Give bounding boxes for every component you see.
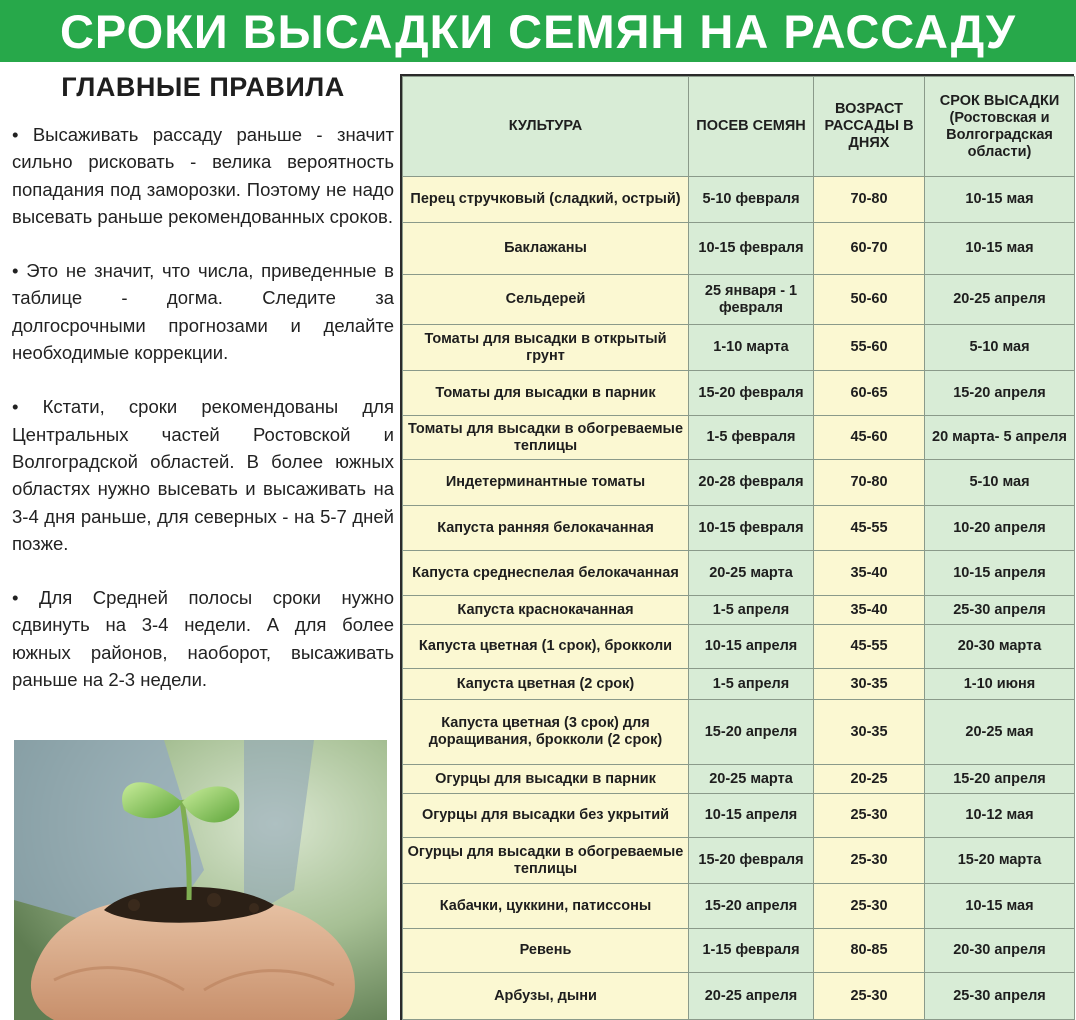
table-row <box>403 929 1075 973</box>
table-row <box>403 838 1075 884</box>
table-row <box>403 596 1075 625</box>
crop-cell: Арбузы, дыни <box>403 973 689 1020</box>
planting-date-cell: 10-15 мая <box>925 223 1075 275</box>
sowing-cell: 1-5 февраля <box>689 416 814 460</box>
seedling-age-cell: 30-35 <box>814 700 925 765</box>
planting-date-cell: 20 марта- 5 апреля <box>925 416 1075 460</box>
seedling-age-cell: 60-65 <box>814 371 925 416</box>
sowing-cell: 10-15 февраля <box>689 506 814 551</box>
header-seedling-age: ВОЗРАСТ РАССАДЫ В ДНЯХ <box>814 77 925 177</box>
planting-date-cell: 20-30 марта <box>925 625 1075 669</box>
table-row <box>403 973 1075 1020</box>
planting-date-cell: 15-20 апреля <box>925 765 1075 794</box>
table-row <box>403 416 1075 460</box>
crop-cell: Перец стручковый (сладкий, острый) <box>403 177 689 223</box>
sowing-cell: 15-20 апреля <box>689 700 814 765</box>
rules-list <box>12 121 394 693</box>
seedling-photo-illustration <box>14 740 387 1020</box>
planting-date-cell: 10-15 апреля <box>925 551 1075 596</box>
crop-cell: Огурцы для высадки в обогреваемые теплицы <box>403 838 689 884</box>
seedling-age-cell: 50-60 <box>814 275 925 325</box>
table-header-row <box>403 77 1075 177</box>
seedling-age-cell: 70-80 <box>814 177 925 223</box>
crop-cell: Индетерминантные томаты <box>403 460 689 506</box>
crop-cell: Баклажаны <box>403 223 689 275</box>
planting-date-cell: 10-15 мая <box>925 177 1075 223</box>
table-row <box>403 551 1075 596</box>
planting-date-cell: 20-25 мая <box>925 700 1075 765</box>
sowing-cell: 15-20 февраля <box>689 371 814 416</box>
planting-date-cell: 10-20 апреля <box>925 506 1075 551</box>
crop-cell: Томаты для высадки в обогреваемые теплицы <box>403 416 689 460</box>
rule-paragraph: • Высаживать рассаду раньше - значит сильно рисковать - велика вероятность попадания под заморозки. Поэтому не надо высевать раньше рекомендованных сроков. <box>12 124 394 227</box>
seedling-age-cell: 25-30 <box>814 794 925 838</box>
table-body <box>403 177 1075 1020</box>
planting-date-cell: 10-15 мая <box>925 884 1075 929</box>
seedling-age-cell: 35-40 <box>814 551 925 596</box>
table-row <box>403 625 1075 669</box>
seedling-age-cell: 20-25 <box>814 765 925 794</box>
table-row <box>403 700 1075 765</box>
crop-cell: Капуста ранняя белокачанная <box>403 506 689 551</box>
header-planting-date: СРОК ВЫСАДКИ (Ростовская и Волгоградская области) <box>925 77 1075 177</box>
table-row <box>403 371 1075 416</box>
sowing-cell: 1-5 апреля <box>689 669 814 700</box>
planting-date-cell: 1-10 июня <box>925 669 1075 700</box>
sowing-cell: 5-10 февраля <box>689 177 814 223</box>
table-row <box>403 669 1075 700</box>
sowing-cell: 10-15 февраля <box>689 223 814 275</box>
crop-cell: Ревень <box>403 929 689 973</box>
table-row <box>403 506 1075 551</box>
table-row <box>403 223 1075 275</box>
rule-paragraph: • Кстати, сроки рекомендованы для Центральных частей Ростовской и Волгоградской областей. В более южных областях нужно высевать и высаживать на 3-4 дня раньше, для северных - на 5-7 дней позже. <box>12 396 394 554</box>
crop-cell: Огурцы для высадки без укрытий <box>403 794 689 838</box>
crop-cell: Сельдерей <box>403 275 689 325</box>
rules-column <box>12 66 394 720</box>
sowing-cell: 1-10 марта <box>689 325 814 371</box>
planting-date-cell: 25-30 апреля <box>925 596 1075 625</box>
planting-date-cell: 5-10 мая <box>925 325 1075 371</box>
sowing-cell: 1-15 февраля <box>689 929 814 973</box>
crop-cell: Капуста цветная (2 срок) <box>403 669 689 700</box>
seedling-age-cell: 30-35 <box>814 669 925 700</box>
seedling-age-cell: 45-55 <box>814 625 925 669</box>
table-row <box>403 325 1075 371</box>
rule-paragraph: • Это не значит, что числа, приведенные в таблице - догма. Следите за долгосрочными прогнозами и делайте необходимые коррекции. <box>12 260 394 364</box>
sowing-cell: 10-15 апреля <box>689 625 814 669</box>
crop-cell: Огурцы для высадки в парник <box>403 765 689 794</box>
seedling-age-cell: 25-30 <box>814 973 925 1020</box>
table-row <box>403 765 1075 794</box>
seedling-age-cell: 35-40 <box>814 596 925 625</box>
seedling-age-cell: 45-55 <box>814 506 925 551</box>
planting-date-cell: 15-20 марта <box>925 838 1075 884</box>
seedling-age-cell: 25-30 <box>814 838 925 884</box>
planting-date-cell: 20-25 апреля <box>925 275 1075 325</box>
seedling-age-cell: 60-70 <box>814 223 925 275</box>
rule-paragraph: • Для Средней полосы сроки нужно сдвинуть на 3-4 недели. А для более южных районов, наоборот, высаживать раньше на 2-3 недели. <box>12 587 394 691</box>
sowing-cell: 25 января - 1 февраля <box>689 275 814 325</box>
planting-date-cell: 5-10 мая <box>925 460 1075 506</box>
planting-schedule-table <box>400 74 1074 1020</box>
table-row <box>403 460 1075 506</box>
planting-date-cell: 10-12 мая <box>925 794 1075 838</box>
crop-cell: Капуста среднеспелая белокачанная <box>403 551 689 596</box>
sowing-cell: 20-28 февраля <box>689 460 814 506</box>
seedling-age-cell: 55-60 <box>814 325 925 371</box>
sowing-cell: 15-20 февраля <box>689 838 814 884</box>
table-row <box>403 794 1075 838</box>
sowing-cell: 10-15 апреля <box>689 794 814 838</box>
page-title: СРОКИ ВЫСАДКИ СЕМЯН НА РАССАДУ <box>59 4 1017 58</box>
sowing-cell: 15-20 апреля <box>689 884 814 929</box>
sowing-cell: 20-25 апреля <box>689 973 814 1020</box>
sowing-cell: 20-25 марта <box>689 551 814 596</box>
crop-cell: Томаты для высадки в открытый грунт <box>403 325 689 371</box>
seedling-age-cell: 25-30 <box>814 884 925 929</box>
table-row <box>403 177 1075 223</box>
table-row <box>403 275 1075 325</box>
seedling-age-cell: 45-60 <box>814 416 925 460</box>
rules-heading: ГЛАВНЫЕ ПРАВИЛА <box>61 72 345 102</box>
crop-cell: Капуста цветная (3 срок) для доращивания, брокколи (2 срок) <box>403 700 689 765</box>
schedule-table <box>402 76 1075 1020</box>
title-banner <box>0 0 1076 62</box>
seedling-in-hands-photo <box>14 740 387 1020</box>
crop-cell: Томаты для высадки в парник <box>403 371 689 416</box>
header-crop: КУЛЬТУРА <box>403 77 689 177</box>
planting-date-cell: 25-30 апреля <box>925 973 1075 1020</box>
table-row <box>403 884 1075 929</box>
crop-cell: Капуста краснокачанная <box>403 596 689 625</box>
crop-cell: Капуста цветная (1 срок), брокколи <box>403 625 689 669</box>
sowing-cell: 1-5 апреля <box>689 596 814 625</box>
planting-date-cell: 15-20 апреля <box>925 371 1075 416</box>
header-sowing: ПОСЕВ СЕМЯН <box>689 77 814 177</box>
planting-date-cell: 20-30 апреля <box>925 929 1075 973</box>
sowing-cell: 20-25 марта <box>689 765 814 794</box>
seedling-age-cell: 70-80 <box>814 460 925 506</box>
crop-cell: Кабачки, цуккини, патиссоны <box>403 884 689 929</box>
seedling-age-cell: 80-85 <box>814 929 925 973</box>
